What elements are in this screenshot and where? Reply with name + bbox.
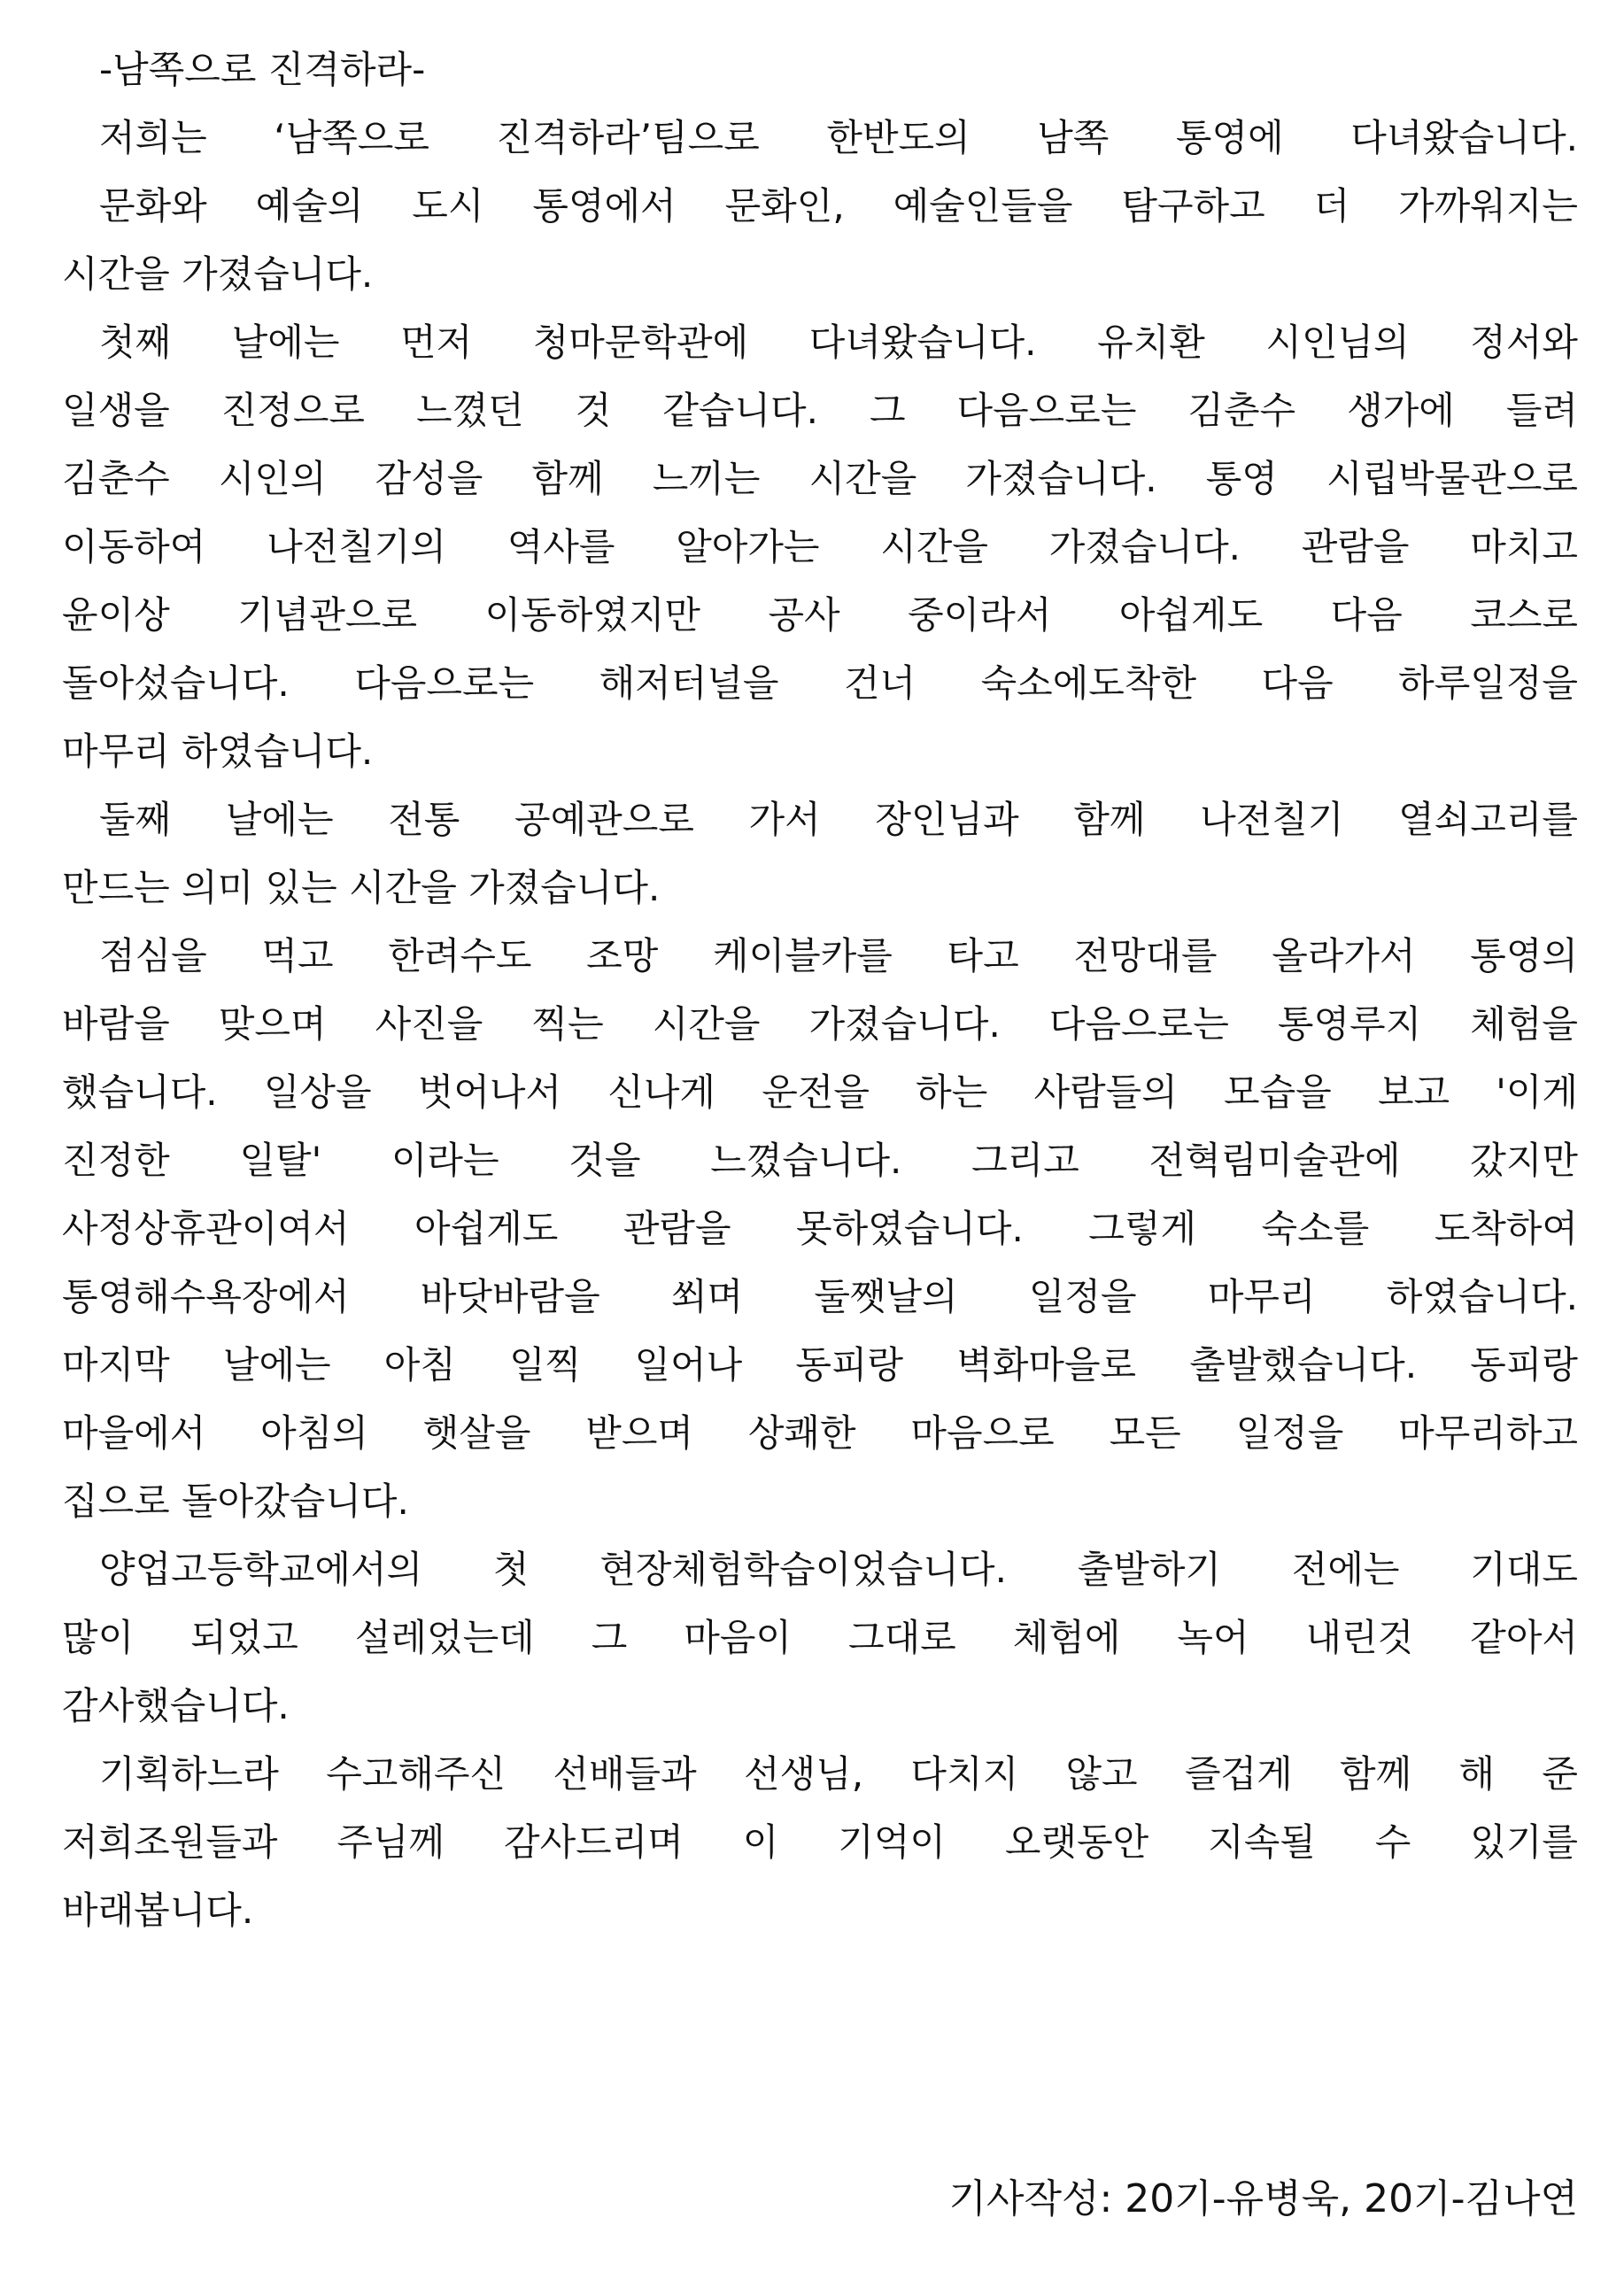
text-line: 돌아섰습니다. 다음으로는 해저터널을 건너 숙소에도착한 다음 하루일정을 <box>62 661 1578 705</box>
text-line: 마지막 날에는 아침 일찍 일어나 동피랑 벽화마을로 출발했습니다. 동피랑 <box>62 1343 1578 1387</box>
text-line: 첫째 날에는 먼저 청마문학관에 다녀왔습니다. 유치환 시인님의 정서와 <box>99 321 1578 364</box>
text-line: 감사했습니다. <box>62 1684 290 1727</box>
text-line: 윤이상 기념관으로 이동하였지만 공사 중이라서 아쉽게도 다음 코스로 <box>62 593 1578 637</box>
text-line: 문화와 예술의 도시 통영에서 문화인, 예술인들을 탐구하고 더 가까워지는 <box>99 184 1578 228</box>
text-line: 진정한 일탈' 이라는 것을 느꼈습니다. 그리고 전혁림미술관에 갔지만 <box>62 1139 1578 1182</box>
text-line: 바람을 맞으며 사진을 찍는 시간을 가졌습니다. 다음으로는 통영루지 체험을 <box>62 1002 1578 1046</box>
text-line: 일생을 진정으로 느꼈던 것 같습니다. 그 다음으로는 김춘수 생가에 들려 <box>62 389 1578 432</box>
text-line: 집으로 돌아갔습니다. <box>62 1479 409 1523</box>
document-body <box>62 35 1578 1944</box>
text-line: 기획하느라 수고해주신 선배들과 선생님, 다치지 않고 즐겁게 함께 해 준 <box>99 1752 1578 1796</box>
text-line: 사정상휴관이여서 아쉽게도 관람을 못하였습니다. 그렇게 숙소를 도착하여 <box>62 1207 1578 1250</box>
text-line: 시간을 가졌습니다. <box>62 252 374 296</box>
text-line: 많이 되었고 설레었는데 그 마음이 그대로 체험에 녹어 내린것 같아서 <box>62 1616 1578 1659</box>
document-title: -남쪽으로 진격하라- <box>99 48 426 91</box>
author-byline: 기사작성: 20기-유병욱, 20기-김나연 <box>948 2176 1578 2221</box>
text-line: 둘째 날에는 전통 공예관으로 가서 장인님과 함께 나전칠기 열쇠고리를 <box>99 798 1578 841</box>
text-line: 이동하여 나전칠기의 역사를 알아가는 시간을 가졌습니다. 관람을 마치고 <box>62 525 1578 568</box>
text-line: 양업고등학교에서의 첫 현장체험학습이었습니다. 출발하기 전에는 기대도 <box>99 1548 1578 1591</box>
text-line: 김춘수 시인의 감성을 함께 느끼는 시간을 가졌습니다. 통영 시립박물관으로 <box>62 457 1578 500</box>
text-line: 마을에서 아침의 햇살을 받으며 상쾌한 마음으로 모든 일정을 마무리하고 <box>62 1411 1578 1455</box>
text-line: 만드는 의미 있는 시간을 가졌습니다. <box>62 866 661 909</box>
text-line: 했습니다. 일상을 벗어나서 신나게 운전을 하는 사람들의 모습을 보고 '이게 <box>62 1070 1578 1114</box>
text-line: 저희조원들과 주님께 감사드리며 이 기억이 오랫동안 지속될 수 있기를 <box>62 1820 1578 1864</box>
text-line: 저희는 ‘남쪽으로 진격하라’팀으로 한반도의 남쪽 통영에 다녀왔습니다. <box>99 116 1578 159</box>
text-line: 통영해수욕장에서 바닷바람을 쐬며 둘쨋날의 일정을 마무리 하였습니다. <box>62 1275 1578 1318</box>
text-line: 점심을 먹고 한려수도 조망 케이블카를 타고 전망대를 올라가서 통영의 <box>99 934 1578 977</box>
text-line: 바래봅니다. <box>62 1889 254 1932</box>
text-line: 마무리 하였습니다. <box>62 730 374 773</box>
